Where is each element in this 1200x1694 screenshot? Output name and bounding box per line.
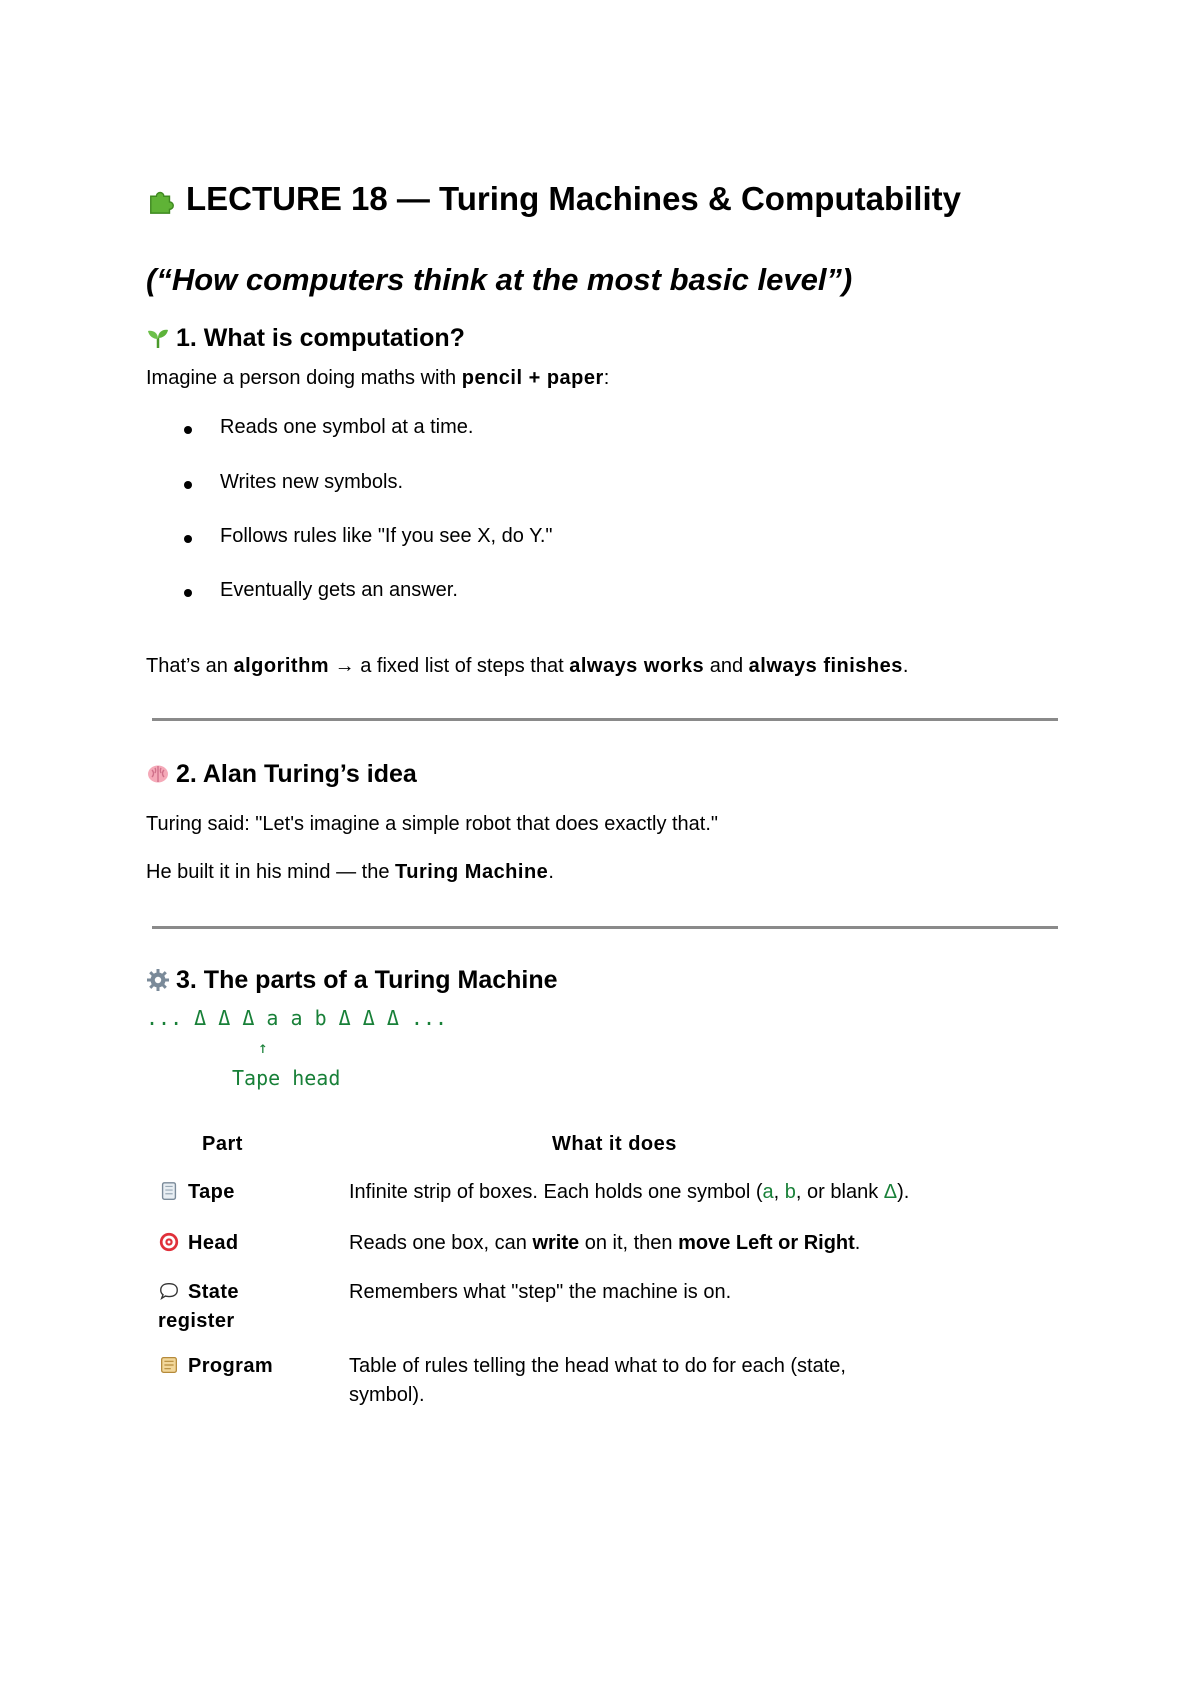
symbol-blank: Δ (883, 1181, 898, 1203)
section-1-heading-text: 1. What is computation? (176, 324, 465, 352)
bold-algorithm: algorithm (233, 655, 330, 677)
page-title (146, 180, 961, 218)
bold-always-works: always works (569, 655, 705, 677)
table-row-desc-tape (349, 1178, 949, 1207)
symbol-b: b (784, 1181, 796, 1203)
table-row-desc-program: Table of rules telling the head what to do for each (state, symbol). (349, 1355, 846, 1406)
table-row-part-tape (158, 1178, 328, 1207)
scroll-icon (158, 1354, 180, 1376)
text: Infinite strip of boxes. Each holds one symbol ( (349, 1181, 763, 1203)
text: Reads one box, can (349, 1232, 533, 1254)
section-1-intro (146, 367, 609, 390)
seedling-icon (146, 326, 170, 350)
text: . (548, 861, 554, 883)
part-label-line-2: register (158, 1310, 235, 1332)
puzzle-piece-icon (146, 185, 178, 215)
bullet-dot (184, 589, 192, 597)
text: on it, then (579, 1232, 679, 1254)
intro-end: : (603, 367, 610, 389)
section-3-heading-text: 3. The parts of a Turing Machine (176, 966, 558, 994)
table-row-part-program (158, 1352, 328, 1381)
text: . (854, 1232, 861, 1254)
table-row-part-head (158, 1229, 328, 1258)
section-3-heading (146, 966, 558, 995)
part-label: Head (188, 1232, 239, 1254)
table-header-part: Part (202, 1133, 243, 1155)
symbol-a: a (762, 1181, 774, 1203)
text: That’s an (146, 655, 234, 677)
tape-head-label: Tape head (232, 1066, 341, 1090)
section-2-heading-text: 2. Alan Turing’s idea (176, 760, 417, 788)
list-item-text: Reads one symbol at a time. (220, 416, 474, 438)
part-label: State (188, 1281, 239, 1303)
algorithm-definition (146, 655, 908, 678)
bold-move: move Left or Right (678, 1232, 855, 1254)
tape-diagram-line: ... Δ Δ Δ a a b Δ Δ Δ ... (146, 1006, 448, 1030)
text: and (704, 655, 749, 677)
text: , (773, 1181, 785, 1203)
text: ). (897, 1181, 910, 1203)
list-item-text: Eventually gets an answer. (220, 579, 458, 601)
list-item-text: Writes new symbols. (220, 471, 404, 493)
table-row-part-state (158, 1278, 328, 1336)
page-subtitle: (“How computers think at the most basic level”) (146, 262, 853, 297)
speech-bubble-icon (158, 1280, 180, 1302)
section-2-heading (146, 760, 417, 789)
section-1-heading (146, 324, 465, 353)
target-icon (158, 1231, 180, 1253)
scroll-roll-icon (158, 1180, 180, 1202)
bold-write: write (532, 1232, 580, 1254)
horizontal-divider (152, 718, 1058, 721)
list-item-text: Follows rules like "If you see X, do Y." (220, 525, 553, 547)
text: , or blank (795, 1181, 884, 1203)
bold-turing-machine: Turing Machine (395, 861, 549, 883)
table-row-desc-head (349, 1229, 949, 1258)
table-header-description: What it does (552, 1133, 677, 1155)
intro-text: Imagine a person doing maths with (146, 367, 462, 389)
section-2-para-2 (146, 861, 554, 884)
section-2-para-1: Turing said: "Let's imagine a simple robot that does exactly that." (146, 813, 719, 835)
text: → a fixed list of steps that (329, 655, 570, 677)
part-label: Program (188, 1355, 274, 1377)
table-row-desc-state: Remembers what "step" the machine is on. (349, 1281, 732, 1303)
bold-always-finishes: always finishes (748, 655, 903, 677)
up-arrow: ↑ (258, 1038, 268, 1057)
gear-icon (146, 968, 170, 992)
bullet-dot (184, 481, 192, 489)
text: He built it in his mind — the (146, 861, 395, 883)
text: . (902, 655, 909, 677)
page-title-text: LECTURE 18 — Turing Machines & Computability (186, 180, 961, 217)
intro-bold: pencil + paper (461, 367, 604, 389)
brain-icon (146, 762, 170, 786)
part-label: Tape (188, 1181, 235, 1203)
bullet-dot (184, 535, 192, 543)
horizontal-divider (152, 926, 1058, 929)
bullet-dot (184, 426, 192, 434)
